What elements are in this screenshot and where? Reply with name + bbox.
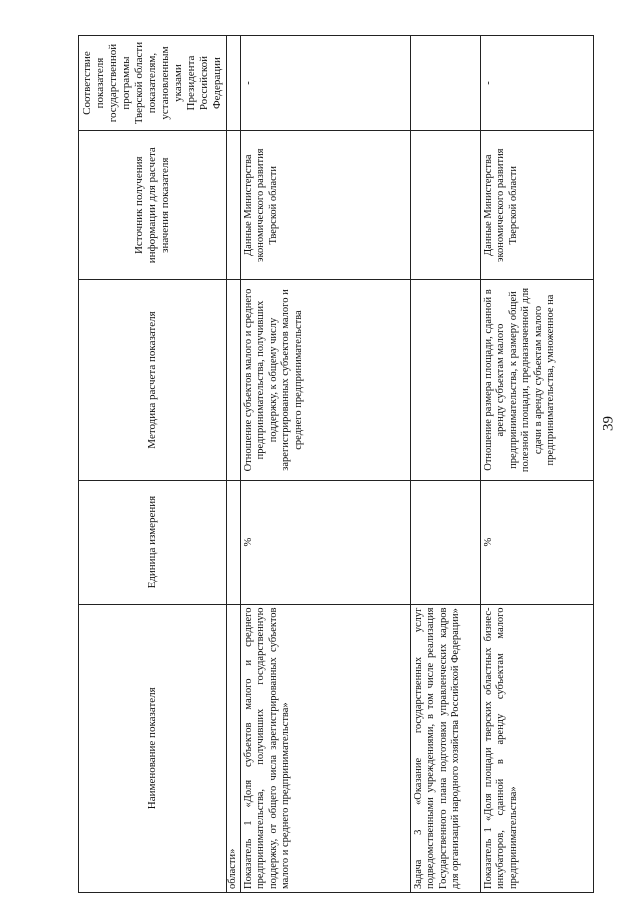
row-method: Отношение субъектов малого и среднего предпринимательства, получивших поддержку, к общему числу зарегистрированных субъектов малого и среднего предпринимательства <box>240 280 410 480</box>
table-row <box>227 36 241 893</box>
row-unit <box>410 480 480 604</box>
page-number: 39 <box>600 416 617 431</box>
table-row <box>410 36 480 893</box>
header-compliance: Соответствие показателя государственной программы Тверской области показателям, установленным указами Президента Российской Федерации <box>79 36 227 131</box>
table-row <box>240 36 410 893</box>
row-source <box>227 131 241 280</box>
table-row <box>480 36 593 893</box>
row-compliance <box>227 36 241 131</box>
header-name: Наименование показателя <box>79 604 227 892</box>
indicators-table <box>78 35 594 893</box>
header-method: Методика расчета показателя <box>79 280 227 480</box>
row-name: Показатель 1 «Доля площади тверских областных бизнес-инкубаторов, сданной в аренду субъектам малого предпринимательства» <box>480 604 593 892</box>
rotated-table-container <box>78 35 583 893</box>
row-compliance <box>410 36 480 131</box>
header-source: Источник получения информации для расчета значения показателя <box>79 131 227 280</box>
header-unit: Единица измерения <box>79 480 227 604</box>
row-method <box>227 280 241 480</box>
row-source <box>410 131 480 280</box>
row-unit: % <box>240 480 410 604</box>
row-compliance: - <box>240 36 410 131</box>
row-unit <box>227 480 241 604</box>
row-method: Отношение размера площади, сданной в аренду субъектам малого предпринимательства, к размеру общей полезной площади, предназначенной для сдачи в аренду субъектам малого предпринимательства, умноженное на <box>480 280 593 480</box>
row-name: Показатель 1 «Доля субъектов малого и среднего предпринимательства, получивших государственную поддержку, от общего числа зарегистрированных субъектов малого и среднего предпринимательства» <box>240 604 410 892</box>
row-method <box>410 280 480 480</box>
row-compliance: - <box>480 36 593 131</box>
row-name: области» <box>227 604 241 892</box>
row-unit: % <box>480 480 593 604</box>
row-name: Задача 3 «Оказание государственных услуг подведомственными учреждениями, в том числе реализация Государственного плана подготовки управленческих кадров для организаций народного хозяйства Российской Федерации» <box>410 604 480 892</box>
header-row <box>79 36 227 893</box>
row-source: Данные Министерства экономического развития Тверской области <box>480 131 593 280</box>
row-source: Данные Министерства экономического развития Тверской области <box>240 131 410 280</box>
